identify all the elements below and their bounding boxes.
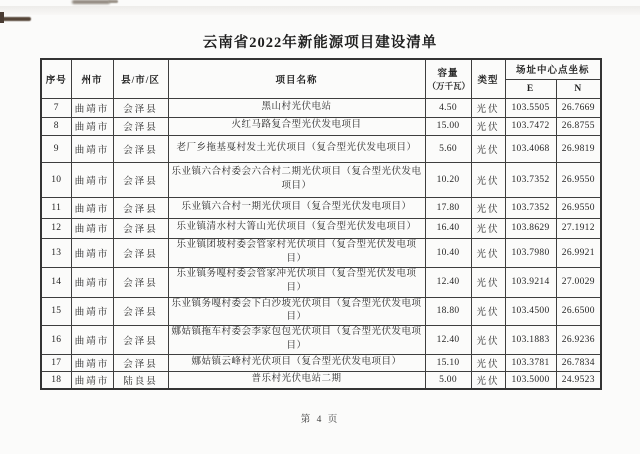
cell-n: 27.0029: [556, 267, 601, 297]
cell-capacity: 4.50: [425, 98, 471, 117]
cell-name: 乐业镇清水村大箐山光伏项目（复合型光伏发电项目）: [168, 218, 425, 238]
cell-city: 曲靖市: [71, 238, 113, 267]
cell-county: 会泽县: [113, 238, 168, 267]
cell-city: 曲靖市: [71, 297, 113, 326]
cell-city: 曲靖市: [71, 371, 113, 389]
table-row: [41, 238, 601, 267]
cell-e: 103.5000: [505, 371, 556, 389]
table-body: [41, 98, 601, 389]
page-number: 第 4 页: [300, 415, 340, 425]
cell-county: 会泽县: [113, 297, 168, 326]
cell-type: 光伏: [471, 297, 505, 326]
cell-e: 103.1883: [505, 326, 556, 355]
cell-county: 会泽县: [113, 197, 168, 218]
cell-n: 24.9523: [556, 371, 601, 389]
header-coordinates: 场址中心点坐标: [505, 59, 601, 79]
cell-e: 103.7352: [505, 162, 556, 197]
cell-name: 黑山村光伏电站: [168, 98, 425, 117]
cell-city: 曲靖市: [71, 354, 113, 371]
cell-name: 乐业镇务嘎村委会管家冲光伏项目（复合型光伏发电项目）: [168, 267, 425, 297]
scan-artifact-smudge: [0, 12, 4, 23]
table-row: [41, 218, 601, 238]
table-row: [41, 98, 601, 117]
cell-name: 娜姑镇拖车村委会李家包包光伏项目（复合型光伏发电项目）: [168, 326, 425, 355]
table-row: [41, 117, 601, 135]
cell-no: 9: [41, 135, 71, 162]
cell-e: 103.7472: [505, 117, 556, 135]
cell-county: 会泽县: [113, 135, 168, 162]
table-row: [41, 297, 601, 326]
cell-type: 光伏: [471, 238, 505, 267]
cell-type: 光伏: [471, 98, 505, 117]
cell-name: 乐业镇团坡村委会管家村光伏项目（复合型光伏发电项目）: [168, 238, 425, 267]
cell-n: 26.6500: [556, 297, 601, 326]
cell-e: 103.8629: [505, 218, 556, 238]
cell-capacity: 15.00: [425, 117, 471, 135]
cell-e: 103.4500: [505, 297, 556, 326]
scan-artifact-smudge: [108, 0, 118, 3]
scan-artifact-band: [0, 6, 640, 15]
header-county: 县/市/区: [113, 59, 168, 98]
cell-city: 曲靖市: [71, 135, 113, 162]
header-project-name: 项目名称: [168, 59, 425, 98]
cell-no: 11: [41, 197, 71, 218]
cell-no: 14: [41, 267, 71, 297]
cell-capacity: 15.10: [425, 354, 471, 371]
cell-no: 8: [41, 117, 71, 135]
scan-artifact-smudge: [72, 0, 110, 4]
cell-county: 会泽县: [113, 267, 168, 297]
cell-no: 10: [41, 162, 71, 197]
table-row: [41, 162, 601, 197]
cell-n: 26.9921: [556, 238, 601, 267]
table-row: [41, 371, 601, 389]
cell-name: 老厂乡拖基戛村发土光伏项目（复合型光伏发电项目）: [168, 135, 425, 162]
cell-type: 光伏: [471, 326, 505, 355]
cell-no: 12: [41, 218, 71, 238]
cell-type: 光伏: [471, 371, 505, 389]
cell-capacity: 10.20: [425, 162, 471, 197]
cell-capacity: 12.40: [425, 267, 471, 297]
cell-n: 26.9236: [556, 326, 601, 355]
cell-e: 103.7980: [505, 238, 556, 267]
cell-city: 曲靖市: [71, 117, 113, 135]
cell-no: 17: [41, 354, 71, 371]
header-capacity: [425, 59, 471, 98]
table-header: [41, 59, 601, 98]
cell-type: 光伏: [471, 197, 505, 218]
table-row: [41, 326, 601, 355]
cell-e: 103.3781: [505, 354, 556, 371]
header-longitude-e: E: [505, 79, 556, 98]
cell-type: 光伏: [471, 354, 505, 371]
header-city: 州市: [71, 59, 113, 98]
cell-county: 会泽县: [113, 218, 168, 238]
cell-e: 103.7352: [505, 197, 556, 218]
cell-city: 曲靖市: [71, 197, 113, 218]
cell-name: 普乐村光伏电站二期: [168, 371, 425, 389]
cell-county: 会泽县: [113, 98, 168, 117]
header-no: 序号: [41, 59, 71, 98]
cell-city: 曲靖市: [71, 162, 113, 197]
cell-n: 26.8755: [556, 117, 601, 135]
header-capacity-line1: 容量: [437, 69, 459, 80]
cell-type: 光伏: [471, 162, 505, 197]
cell-e: 103.9214: [505, 267, 556, 297]
cell-name: 娜姑镇云峰村光伏项目（复合型光伏发电项目）: [168, 354, 425, 371]
table-row: [41, 135, 601, 162]
cell-county: 会泽县: [113, 162, 168, 197]
cell-no: 7: [41, 98, 71, 117]
cell-no: 15: [41, 297, 71, 326]
cell-e: 103.4068: [505, 135, 556, 162]
cell-name: 火红马路复合型光伏发电项目: [168, 117, 425, 135]
cell-type: 光伏: [471, 117, 505, 135]
header-capacity-line2: （万千瓦）: [427, 81, 471, 92]
scan-artifact-smudge: [0, 17, 31, 21]
cell-no: 18: [41, 371, 71, 389]
cell-capacity: 5.00: [425, 371, 471, 389]
cell-name: 乐业镇六合村委会六合村二期光伏项目（复合型光伏发电项目）: [168, 162, 425, 197]
cell-city: 曲靖市: [71, 326, 113, 355]
cell-county: 会泽县: [113, 354, 168, 371]
cell-n: 26.7834: [556, 354, 601, 371]
cell-capacity: 5.60: [425, 135, 471, 162]
header-latitude-n: N: [556, 79, 601, 98]
cell-county: 会泽县: [113, 117, 168, 135]
cell-no: 16: [41, 326, 71, 355]
cell-city: 曲靖市: [71, 98, 113, 117]
cell-county: 会泽县: [113, 326, 168, 355]
cell-n: 26.9550: [556, 197, 601, 218]
cell-county: 陆良县: [113, 371, 168, 389]
cell-name: 乐业镇务嘎村委会下白沙坡光伏项目（复合型光伏发电项目）: [168, 297, 425, 326]
header-type: 类型: [471, 59, 505, 98]
table-row: [41, 267, 601, 297]
cell-no: 13: [41, 238, 71, 267]
cell-capacity: 17.80: [425, 197, 471, 218]
cell-n: 26.9819: [556, 135, 601, 162]
cell-name: 乐业镇六合村一期光伏项目（复合型光伏发电项目）: [168, 197, 425, 218]
document-title: 云南省2022年新能源项目建设清单: [202, 35, 438, 51]
cell-n: 26.7669: [556, 98, 601, 117]
projects-table: [40, 58, 602, 390]
cell-capacity: 16.40: [425, 218, 471, 238]
cell-e: 103.5505: [505, 98, 556, 117]
table-row: [41, 354, 601, 371]
table-row: [41, 197, 601, 218]
cell-n: 26.9550: [556, 162, 601, 197]
cell-capacity: 18.80: [425, 297, 471, 326]
cell-capacity: 12.40: [425, 326, 471, 355]
cell-type: 光伏: [471, 267, 505, 297]
cell-type: 光伏: [471, 218, 505, 238]
cell-type: 光伏: [471, 135, 505, 162]
cell-city: 曲靖市: [71, 218, 113, 238]
cell-n: 27.1912: [556, 218, 601, 238]
cell-capacity: 10.40: [425, 238, 471, 267]
cell-city: 曲靖市: [71, 267, 113, 297]
